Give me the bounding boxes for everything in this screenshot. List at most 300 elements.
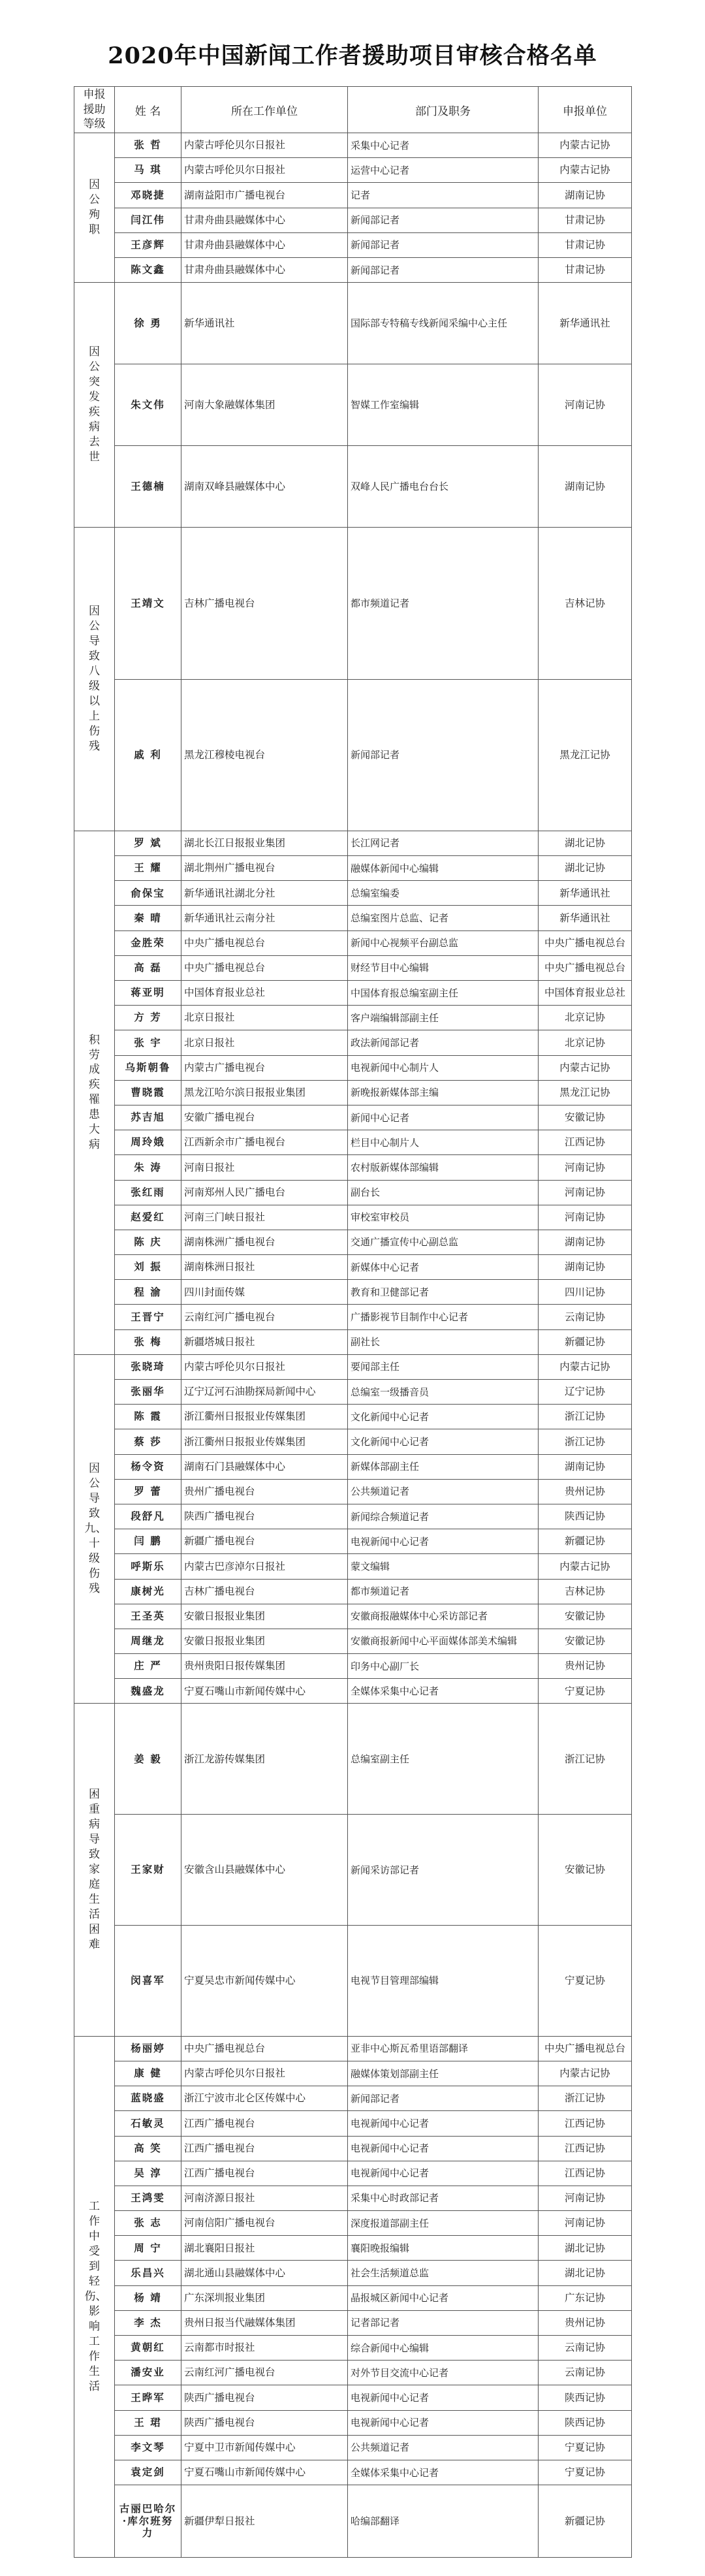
org-cell: 河南济源日报社 <box>181 2186 348 2210</box>
dept-cell: 交通广播宣传中心副总监 <box>348 1230 539 1254</box>
name-cell: 王家财 <box>115 1815 181 1926</box>
unit-cell: 安徽记协 <box>539 1105 632 1130</box>
org-cell: 湖北长江日报报业集团 <box>181 831 348 855</box>
table-row <box>74 2285 632 2310</box>
unit-cell: 江西记协 <box>539 2136 632 2161</box>
org-cell: 江西新余市广播电视台 <box>181 1130 348 1155</box>
table-row <box>74 2435 632 2460</box>
dept-cell: 全媒体采集中心记者 <box>348 2460 539 2485</box>
dept-cell: 亚非中心斯瓦希里语部翻译 <box>348 2036 539 2061</box>
table-row <box>74 1579 632 1604</box>
unit-cell: 吉林记协 <box>539 528 632 679</box>
name-cell: 金胜荣 <box>115 930 181 955</box>
name-cell: 王晋宁 <box>115 1305 181 1329</box>
dept-cell: 采集中心记者 <box>348 133 539 158</box>
name-cell: 朱文伟 <box>115 364 181 446</box>
org-cell: 陕西广播电视台 <box>181 2385 348 2410</box>
dept-cell: 电视新闻中心记者 <box>348 2410 539 2435</box>
org-cell: 宁夏中卫市新闻传媒中心 <box>181 2435 348 2460</box>
org-cell: 内蒙古呼伦贝尔日报社 <box>181 2061 348 2086</box>
org-cell: 湖南双峰县融媒体中心 <box>181 446 348 528</box>
name-cell: 杨令资 <box>115 1454 181 1479</box>
dept-cell: 新闻部记者 <box>348 257 539 282</box>
table-row <box>74 2485 632 2558</box>
org-cell: 安徽广播电视台 <box>181 1105 348 1130</box>
dept-cell: 社会生活频道总监 <box>348 2261 539 2285</box>
name-cell: 王鸿雯 <box>115 2186 181 2210</box>
org-cell: 河南信阳广播电视台 <box>181 2211 348 2236</box>
org-cell: 陕西广播电视台 <box>181 2410 348 2435</box>
org-cell: 新华通讯社云南分社 <box>181 906 348 930</box>
dept-cell: 中国体育报总编室副主任 <box>348 981 539 1006</box>
unit-cell: 云南记协 <box>539 2336 632 2361</box>
unit-cell: 安徽记协 <box>539 1604 632 1629</box>
unit-cell: 新疆记协 <box>539 1529 632 1554</box>
org-cell: 内蒙古呼伦贝尔日报社 <box>181 158 348 183</box>
org-cell: 甘肃舟曲县融媒体中心 <box>181 257 348 282</box>
table-row <box>74 679 632 831</box>
dept-cell: 融媒体新闻中心编辑 <box>348 856 539 881</box>
dept-cell: 副社长 <box>348 1329 539 1354</box>
header-org: 所在工作单位 <box>181 87 348 133</box>
unit-cell: 新华通讯社 <box>539 283 632 364</box>
category-cell <box>74 528 115 831</box>
category-label: 因公导致九、十级伤残 <box>84 1462 107 1595</box>
unit-cell: 中央广播电视总台 <box>539 930 632 955</box>
table-row <box>74 2460 632 2485</box>
unit-cell: 中国体育报业总社 <box>539 981 632 1006</box>
name-cell: 吴 淳 <box>115 2161 181 2186</box>
table-row <box>74 1554 632 1579</box>
org-cell: 内蒙古呼伦贝尔日报社 <box>181 133 348 158</box>
table-row <box>74 1704 632 1815</box>
dept-cell: 蒙文编辑 <box>348 1554 539 1579</box>
name-cell: 罗 蕾 <box>115 1479 181 1504</box>
table-row <box>74 2410 632 2435</box>
dept-cell: 智媒工作室编辑 <box>348 364 539 446</box>
table-row <box>74 1504 632 1529</box>
unit-cell: 北京记协 <box>539 1006 632 1030</box>
unit-cell: 宁夏记协 <box>539 1925 632 2036</box>
dept-cell: 深度报道部副主任 <box>348 2211 539 2236</box>
table-row <box>74 1280 632 1305</box>
unit-cell: 甘肃记协 <box>539 257 632 282</box>
table-row <box>74 208 632 232</box>
name-cell: 高 笑 <box>115 2136 181 2161</box>
name-cell: 石敏灵 <box>115 2111 181 2136</box>
dept-cell: 都市频道记者 <box>348 1579 539 1604</box>
table-row <box>74 1679 632 1704</box>
unit-cell: 河南记协 <box>539 1180 632 1205</box>
table-row <box>74 2161 632 2186</box>
name-cell: 朱 涛 <box>115 1155 181 1180</box>
name-cell: 张 宇 <box>115 1030 181 1055</box>
unit-cell: 河南记协 <box>539 2186 632 2210</box>
name-cell: 闫江伟 <box>115 208 181 232</box>
name-cell: 周继龙 <box>115 1629 181 1653</box>
dept-cell: 新闻部记者 <box>348 232 539 257</box>
unit-cell: 湖南记协 <box>539 1255 632 1280</box>
unit-cell: 湖北记协 <box>539 2261 632 2285</box>
name-cell: 邓晓捷 <box>115 183 181 208</box>
table-row <box>74 133 632 158</box>
dept-cell: 新闻部记者 <box>348 679 539 831</box>
org-cell: 甘肃舟曲县融媒体中心 <box>181 232 348 257</box>
org-cell: 湖南株洲日报社 <box>181 1255 348 1280</box>
table-row <box>74 1629 632 1653</box>
dept-cell: 国际部专特稿专线新闻采编中心主任 <box>348 283 539 364</box>
table-row <box>74 881 632 906</box>
table-row <box>74 1130 632 1155</box>
org-cell: 新疆塔城日报社 <box>181 1329 348 1354</box>
dept-cell: 总编室图片总监、记者 <box>348 906 539 930</box>
table-row <box>74 1925 632 2036</box>
unit-cell: 北京记协 <box>539 1030 632 1055</box>
dept-cell: 哈编部翻译 <box>348 2485 539 2558</box>
unit-cell: 内蒙古记协 <box>539 158 632 183</box>
org-cell: 北京日报社 <box>181 1006 348 1030</box>
org-cell: 贵州日报当代融媒体集团 <box>181 2310 348 2335</box>
table-row <box>74 2310 632 2335</box>
unit-cell: 陕西记协 <box>539 2385 632 2410</box>
table-row <box>74 2211 632 2236</box>
unit-cell: 宁夏记协 <box>539 2435 632 2460</box>
unit-cell: 中央广播电视总台 <box>539 955 632 980</box>
unit-cell: 湖南记协 <box>539 1230 632 1254</box>
org-cell: 湖北襄阳日报社 <box>181 2236 348 2261</box>
org-cell: 中央广播电视总台 <box>181 930 348 955</box>
table-row <box>74 2111 632 2136</box>
org-cell: 中国体育报业总社 <box>181 981 348 1006</box>
table-row <box>74 1205 632 1230</box>
dept-cell: 安徽商报融媒体中心采访部记者 <box>348 1604 539 1629</box>
dept-cell: 教育和卫健部记者 <box>348 1280 539 1305</box>
table-row <box>74 2385 632 2410</box>
org-cell: 江西广播电视台 <box>181 2161 348 2186</box>
org-cell: 中央广播电视总台 <box>181 2036 348 2061</box>
unit-cell: 浙江记协 <box>539 1405 632 1429</box>
unit-cell: 贵州记协 <box>539 1654 632 1679</box>
dept-cell: 晶报城区新闻中心记者 <box>348 2285 539 2310</box>
org-cell: 湖北通山县融媒体中心 <box>181 2261 348 2285</box>
unit-cell: 湖北记协 <box>539 856 632 881</box>
org-cell: 新华通讯社湖北分社 <box>181 881 348 906</box>
unit-cell: 新疆记协 <box>539 2485 632 2558</box>
unit-cell: 河南记协 <box>539 2211 632 2236</box>
table-row <box>74 158 632 183</box>
name-cell: 张 志 <box>115 2211 181 2236</box>
name-cell: 周玲娥 <box>115 1130 181 1155</box>
table-row <box>74 1329 632 1354</box>
table-row <box>74 528 632 679</box>
table-row <box>74 2186 632 2210</box>
unit-cell: 宁夏记协 <box>539 1679 632 1704</box>
unit-cell: 浙江记协 <box>539 1429 632 1454</box>
unit-cell: 内蒙古记协 <box>539 1354 632 1379</box>
name-cell: 陈 庆 <box>115 1230 181 1254</box>
name-cell: 呼斯乐 <box>115 1554 181 1579</box>
org-cell: 陕西广播电视台 <box>181 1504 348 1529</box>
dept-cell: 采集中心时政部记者 <box>348 2186 539 2210</box>
dept-cell: 要闻部主任 <box>348 1354 539 1379</box>
dept-cell: 襄阳晚报编辑 <box>348 2236 539 2261</box>
header-category: 申报援助等级 <box>74 87 115 133</box>
unit-cell: 新华通讯社 <box>539 881 632 906</box>
category-cell <box>74 283 115 528</box>
table-row <box>74 446 632 528</box>
name-cell: 闫 鹏 <box>115 1529 181 1554</box>
org-cell: 吉林广播电视台 <box>181 1579 348 1604</box>
org-cell: 宁夏吴忠市新闻传媒中心 <box>181 1925 348 2036</box>
table-row <box>74 1405 632 1429</box>
dept-cell: 广播影视节目制作中心记者 <box>348 1305 539 1329</box>
table-body <box>74 133 632 2558</box>
name-cell: 杨 靖 <box>115 2285 181 2310</box>
name-cell: 高 磊 <box>115 955 181 980</box>
table-row <box>74 1155 632 1180</box>
dept-cell: 公共频道记者 <box>348 1479 539 1504</box>
org-cell: 河南郑州人民广播电台 <box>181 1180 348 1205</box>
unit-cell: 甘肃记协 <box>539 208 632 232</box>
org-cell: 黑龙江哈尔滨日报报业集团 <box>181 1080 348 1105</box>
table-row <box>74 1529 632 1554</box>
dept-cell: 新晚报新媒体部主编 <box>348 1080 539 1105</box>
dept-cell: 安徽商报新闻中心平面媒体部美术编辑 <box>348 1629 539 1653</box>
dept-cell: 电视新闻中心记者 <box>348 2136 539 2161</box>
dept-cell: 新闻中心视频平台副总监 <box>348 930 539 955</box>
table-row <box>74 1604 632 1629</box>
name-cell: 方 芳 <box>115 1006 181 1030</box>
name-cell: 马 琪 <box>115 158 181 183</box>
table-row <box>74 1380 632 1405</box>
name-cell: 周 宁 <box>115 2236 181 2261</box>
dept-cell: 新闻部记者 <box>348 208 539 232</box>
table-row <box>74 1180 632 1205</box>
unit-cell: 广东记协 <box>539 2285 632 2310</box>
table-row <box>74 831 632 855</box>
header-dept: 部门及职务 <box>348 87 539 133</box>
org-cell: 北京日报社 <box>181 1030 348 1055</box>
name-cell: 蒋亚明 <box>115 981 181 1006</box>
name-cell: 潘安业 <box>115 2361 181 2385</box>
dept-cell: 农村版新媒体部编辑 <box>348 1155 539 1180</box>
dept-cell: 双峰人民广播电台台长 <box>348 446 539 528</box>
name-cell: 蓝晓盛 <box>115 2086 181 2111</box>
name-cell: 魏盛龙 <box>115 1679 181 1704</box>
table-row <box>74 1006 632 1030</box>
roster-table <box>74 86 632 2558</box>
name-cell: 乐昌兴 <box>115 2261 181 2285</box>
roster-table-container <box>74 86 631 2558</box>
name-cell: 张 梅 <box>115 1329 181 1354</box>
unit-cell: 黑龙江记协 <box>539 1080 632 1105</box>
table-row <box>74 2236 632 2261</box>
name-cell: 李文琴 <box>115 2435 181 2460</box>
table-row <box>74 981 632 1006</box>
org-cell: 内蒙古呼伦贝尔日报社 <box>181 1354 348 1379</box>
dept-cell: 全媒体采集中心记者 <box>348 1679 539 1704</box>
unit-cell: 湖北记协 <box>539 2236 632 2261</box>
org-cell: 宁夏石嘴山市新闻传媒中心 <box>181 2460 348 2485</box>
name-cell: 姜 毅 <box>115 1704 181 1815</box>
category-label: 困重病导致家庭生活困难 <box>89 1788 100 1951</box>
table-row <box>74 2061 632 2086</box>
org-cell: 浙江龙游传媒集团 <box>181 1704 348 1815</box>
table-row <box>74 1030 632 1055</box>
unit-cell: 内蒙古记协 <box>539 1554 632 1579</box>
dept-cell: 文化新闻中心记者 <box>348 1405 539 1429</box>
dept-cell: 公共频道记者 <box>348 2435 539 2460</box>
unit-cell: 浙江记协 <box>539 1704 632 1815</box>
org-cell: 安徽日报报业集团 <box>181 1629 348 1653</box>
dept-cell: 电视新闻中心记者 <box>348 2161 539 2186</box>
dept-cell: 电视新闻中心记者 <box>348 1529 539 1554</box>
table-row <box>74 2086 632 2111</box>
unit-cell: 云南记协 <box>539 1305 632 1329</box>
name-cell: 康树光 <box>115 1579 181 1604</box>
dept-cell: 政法新闻部记者 <box>348 1030 539 1055</box>
category-cell <box>74 133 115 283</box>
org-cell: 河南三门峡日报社 <box>181 1205 348 1230</box>
unit-cell: 陕西记协 <box>539 2410 632 2435</box>
table-row <box>74 1080 632 1105</box>
name-cell: 曹晓霞 <box>115 1080 181 1105</box>
unit-cell: 湖南记协 <box>539 183 632 208</box>
unit-cell: 新华通讯社 <box>539 906 632 930</box>
dept-cell: 审校室审校员 <box>348 1205 539 1230</box>
header-unit: 申报单位 <box>539 87 632 133</box>
name-cell: 王 珺 <box>115 2410 181 2435</box>
dept-cell: 栏目中心制片人 <box>348 1130 539 1155</box>
dept-cell: 新闻采访部记者 <box>348 1815 539 1926</box>
table-header-row <box>74 87 632 133</box>
table-row <box>74 2261 632 2285</box>
unit-cell: 宁夏记协 <box>539 2460 632 2485</box>
unit-cell: 河南记协 <box>539 1205 632 1230</box>
table-row <box>74 257 632 282</box>
org-cell: 湖南石门县融媒体中心 <box>181 1454 348 1479</box>
name-cell: 陈 霞 <box>115 1405 181 1429</box>
table-row <box>74 1255 632 1280</box>
unit-cell: 内蒙古记协 <box>539 133 632 158</box>
org-cell: 河南大象融媒体集团 <box>181 364 348 446</box>
name-cell: 秦 晴 <box>115 906 181 930</box>
name-cell: 张红雨 <box>115 1180 181 1205</box>
org-cell: 云南红河广播电视台 <box>181 2361 348 2385</box>
org-cell: 新疆广播电视台 <box>181 1529 348 1554</box>
name-cell: 庄 严 <box>115 1654 181 1679</box>
name-cell: 蔡 莎 <box>115 1429 181 1454</box>
dept-cell: 新闻中心记者 <box>348 1105 539 1130</box>
org-cell: 内蒙古巴彦淖尔日报社 <box>181 1554 348 1579</box>
unit-cell: 江西记协 <box>539 2111 632 2136</box>
unit-cell: 甘肃记协 <box>539 232 632 257</box>
org-cell: 黑龙江穆棱电视台 <box>181 679 348 831</box>
unit-cell: 安徽记协 <box>539 1815 632 1926</box>
dept-cell: 电视新闻中心记者 <box>348 2111 539 2136</box>
dept-cell: 总编室一级播音员 <box>348 1380 539 1405</box>
unit-cell: 中央广播电视总台 <box>539 2036 632 2061</box>
name-cell: 陈文鑫 <box>115 257 181 282</box>
org-cell: 四川封面传媒 <box>181 1280 348 1305</box>
unit-cell: 河南记协 <box>539 364 632 446</box>
dept-cell: 电视新闻中心记者 <box>348 2385 539 2410</box>
dept-cell: 运营中心记者 <box>348 158 539 183</box>
name-cell: 袁定剑 <box>115 2460 181 2485</box>
category-label: 因公导致八级以上伤残 <box>89 605 100 753</box>
org-cell: 新华通讯社 <box>181 283 348 364</box>
org-cell: 湖南株洲广播电视台 <box>181 1230 348 1254</box>
name-cell: 张晓琦 <box>115 1354 181 1379</box>
org-cell: 贵州广播电视台 <box>181 1479 348 1504</box>
category-label: 因公突发疾病去世 <box>89 345 100 464</box>
dept-cell: 记者 <box>348 183 539 208</box>
dept-cell: 新闻部记者 <box>348 2086 539 2111</box>
name-cell: 王圣英 <box>115 1604 181 1629</box>
table-row <box>74 183 632 208</box>
dept-cell: 副台长 <box>348 1180 539 1205</box>
org-cell: 浙江衢州日报报业传媒集团 <box>181 1429 348 1454</box>
name-cell: 王彦辉 <box>115 232 181 257</box>
category-label: 因公殉职 <box>89 178 100 236</box>
org-cell: 浙江宁波市北仑区传媒中心 <box>181 2086 348 2111</box>
org-cell: 浙江衢州日报报业传媒集团 <box>181 1405 348 1429</box>
dept-cell: 财经节目中心编辑 <box>348 955 539 980</box>
category-cell <box>74 1704 115 2036</box>
dept-cell: 新媒体部副主任 <box>348 1454 539 1479</box>
name-cell: 俞保宝 <box>115 881 181 906</box>
unit-cell: 吉林记协 <box>539 1579 632 1604</box>
dept-cell: 文化新闻中心记者 <box>348 1429 539 1454</box>
category-label: 积劳成疾罹患大病 <box>89 1033 100 1152</box>
unit-cell: 新疆记协 <box>539 1329 632 1354</box>
name-cell: 程 渝 <box>115 1280 181 1305</box>
unit-cell: 内蒙古记协 <box>539 2061 632 2086</box>
dept-cell: 客户端编辑部副主任 <box>348 1006 539 1030</box>
org-cell: 广东深圳报业集团 <box>181 2285 348 2310</box>
unit-cell: 湖北记协 <box>539 831 632 855</box>
unit-cell: 辽宁记协 <box>539 1380 632 1405</box>
name-cell: 刘 振 <box>115 1255 181 1280</box>
name-cell: 徐 勇 <box>115 283 181 364</box>
name-cell: 苏吉旭 <box>115 1105 181 1130</box>
table-row <box>74 1305 632 1329</box>
org-cell: 云南红河广播电视台 <box>181 1305 348 1329</box>
dept-cell: 电视新闻中心制片人 <box>348 1055 539 1080</box>
org-cell: 中央广播电视总台 <box>181 955 348 980</box>
unit-cell: 河南记协 <box>539 1155 632 1180</box>
unit-cell: 安徽记协 <box>539 1629 632 1653</box>
org-cell: 湖北荆州广播电视台 <box>181 856 348 881</box>
table-row <box>74 955 632 980</box>
name-cell: 王靖文 <box>115 528 181 679</box>
unit-cell: 江西记协 <box>539 1130 632 1155</box>
table-row <box>74 283 632 364</box>
dept-cell: 综合新闻中心编辑 <box>348 2336 539 2361</box>
unit-cell: 四川记协 <box>539 1280 632 1305</box>
dept-cell: 电视节目管理部编辑 <box>348 1925 539 2036</box>
category-cell <box>74 2036 115 2557</box>
table-row <box>74 906 632 930</box>
table-row <box>74 2136 632 2161</box>
name-cell: 戚 利 <box>115 679 181 831</box>
table-row <box>74 1454 632 1479</box>
dept-cell: 新闻综合频道记者 <box>348 1504 539 1529</box>
name-cell: 黄朝红 <box>115 2336 181 2361</box>
table-row <box>74 1105 632 1130</box>
org-cell: 安徽含山县融媒体中心 <box>181 1815 348 1926</box>
header-name: 姓 名 <box>115 87 181 133</box>
